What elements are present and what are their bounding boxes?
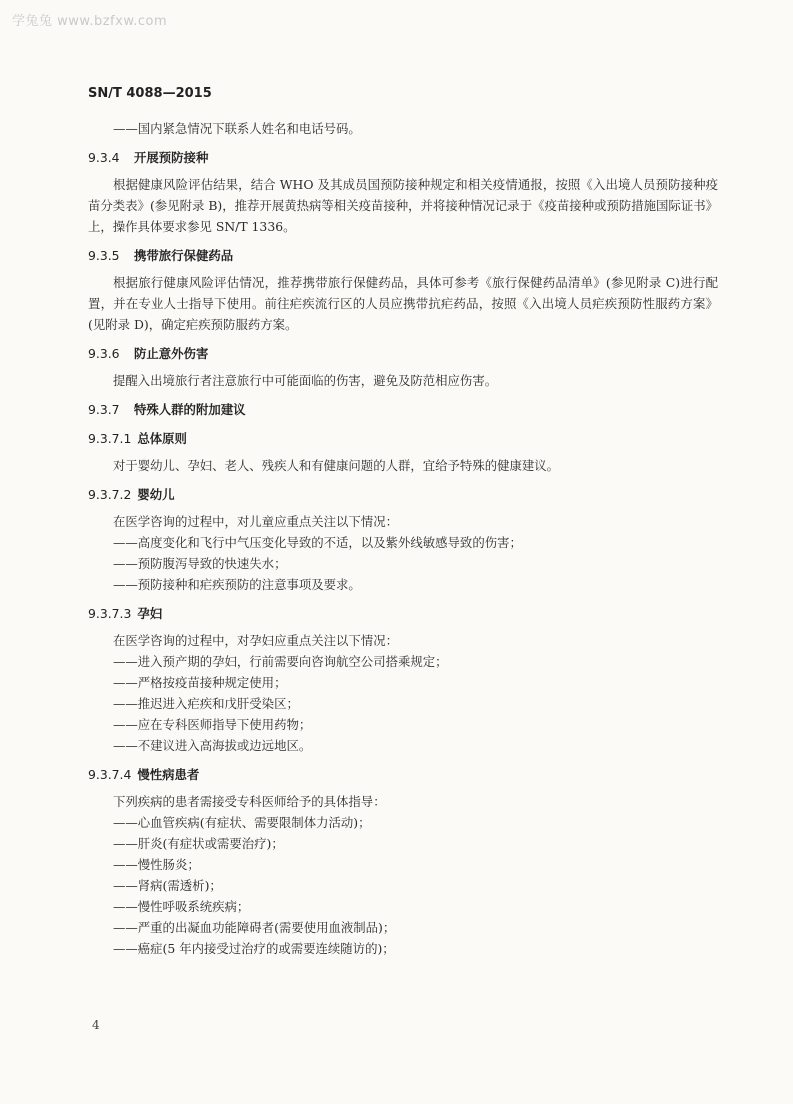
paragraph: 下列疾病的患者需接受专科医师给予的具体指导： [113, 794, 386, 809]
list-block [88, 511, 718, 595]
section-title: 开展预防接种 [134, 150, 209, 165]
section-heading-9-3-7-4 [88, 764, 718, 785]
paragraph: 对于婴幼儿、孕妇、老人、残疾人和有健康问题的人群，宜给予特殊的健康建议。 [113, 458, 560, 473]
list-block [88, 791, 718, 959]
list-item: ——肝炎(有症状或需要治疗)； [113, 836, 284, 851]
section-heading-9-3-7-2 [88, 484, 718, 505]
section-title: 总体原则 [137, 431, 187, 446]
section-number: 9.3.7 [88, 402, 120, 417]
standard-number-header: SN/T 4088—2015 [88, 86, 212, 101]
list-item: ——高度变化和飞行中气压变化导致的不适，以及紫外线敏感导致的伤害； [113, 535, 522, 550]
paragraph: 在医学咨询的过程中，对儿童应重点关注以下情况： [113, 514, 398, 529]
section-number: 9.3.6 [88, 346, 120, 361]
continuation-list [88, 118, 718, 139]
section-heading-9-3-6 [88, 343, 718, 364]
section-title: 孕妇 [137, 606, 163, 621]
section-number: 9.3.4 [88, 150, 120, 165]
section-number: 9.3.7.2 [88, 487, 132, 502]
section-title: 婴幼儿 [137, 487, 175, 502]
section-number: 9.3.7.4 [88, 767, 132, 782]
list-item: ——推迟进入疟疾和戊肝受染区； [113, 696, 299, 711]
section-title: 慢性病患者 [137, 767, 200, 782]
paragraph: 根据旅行健康风险评估情况，推荐携带旅行保健药品，具体可参考《旅行保健药品清单》(参见附录 C)进行配置，并在专业人士指导下使用。前往疟疾流行区的人员应携带抗疟药品，按照《入出境人员疟疾预防性服药方案》(见附录 D)，确定疟疾预防服药方案。 [88, 275, 718, 332]
list-item: ——严格按疫苗接种规定使用； [113, 675, 287, 690]
paragraph: 在医学咨询的过程中，对孕妇应重点关注以下情况： [113, 633, 398, 648]
paragraph: 提醒入出境旅行者注意旅行中可能面临的伤害，避免及防范相应伤害。 [113, 373, 498, 388]
section-heading-9-3-7-3 [88, 603, 718, 624]
list-item: ——癌症(5 年内接受过治疗的或需要连续随访的)； [113, 941, 395, 956]
section-heading-9-3-4 [88, 147, 718, 168]
section-heading-9-3-7 [88, 399, 718, 420]
list-item: ——应在专科医师指导下使用药物； [113, 717, 312, 732]
watermark: 学兔兔 www.bzfxw.com [12, 14, 168, 29]
section-title: 防止意外伤害 [134, 346, 209, 361]
section-heading-9-3-7-1 [88, 428, 718, 449]
list-item: ——不建议进入高海拔或边远地区。 [113, 738, 312, 753]
list-item: ——严重的出凝血功能障碍者(需要使用血液制品)； [113, 920, 396, 935]
list-item: ——预防接种和疟疾预防的注意事项及要求。 [113, 577, 361, 592]
list-item: ——慢性呼吸系统疾病； [113, 899, 250, 914]
list-block [88, 630, 718, 756]
list-item: ——进入预产期的孕妇，行前需要向咨询航空公司搭乘规定； [113, 654, 448, 669]
list-item: ——肾病(需透析)； [113, 878, 222, 893]
section-heading-9-3-5 [88, 245, 718, 266]
paragraph: 根据健康风险评估结果，结合 WHO 及其成员国预防接种规定和相关疫情通报，按照《入出境人员预防接种疫苗分类表》(参见附录 B)，推荐开展黄热病等相关疫苗接种，并将接种情况记录于《疫苗接种或预防措施国际证书》上，操作具体要求参见 SN/T 1336。 [88, 177, 718, 234]
list-item: ——心血管疾病(有症状、需要限制体力活动)； [113, 815, 371, 830]
list-item: ——国内紧急情况下联系人姓名和电话号码。 [113, 121, 361, 136]
section-title: 携带旅行保健药品 [134, 248, 234, 263]
section-title: 特殊人群的附加建议 [134, 402, 246, 417]
section-number: 9.3.5 [88, 248, 120, 263]
page-number: 4 [92, 1018, 100, 1032]
list-item: ——预防腹泻导致的快速失水； [113, 556, 287, 571]
section-number: 9.3.7.3 [88, 606, 132, 621]
document-body [88, 118, 718, 967]
list-item: ——慢性肠炎； [113, 857, 200, 872]
section-number: 9.3.7.1 [88, 431, 132, 446]
